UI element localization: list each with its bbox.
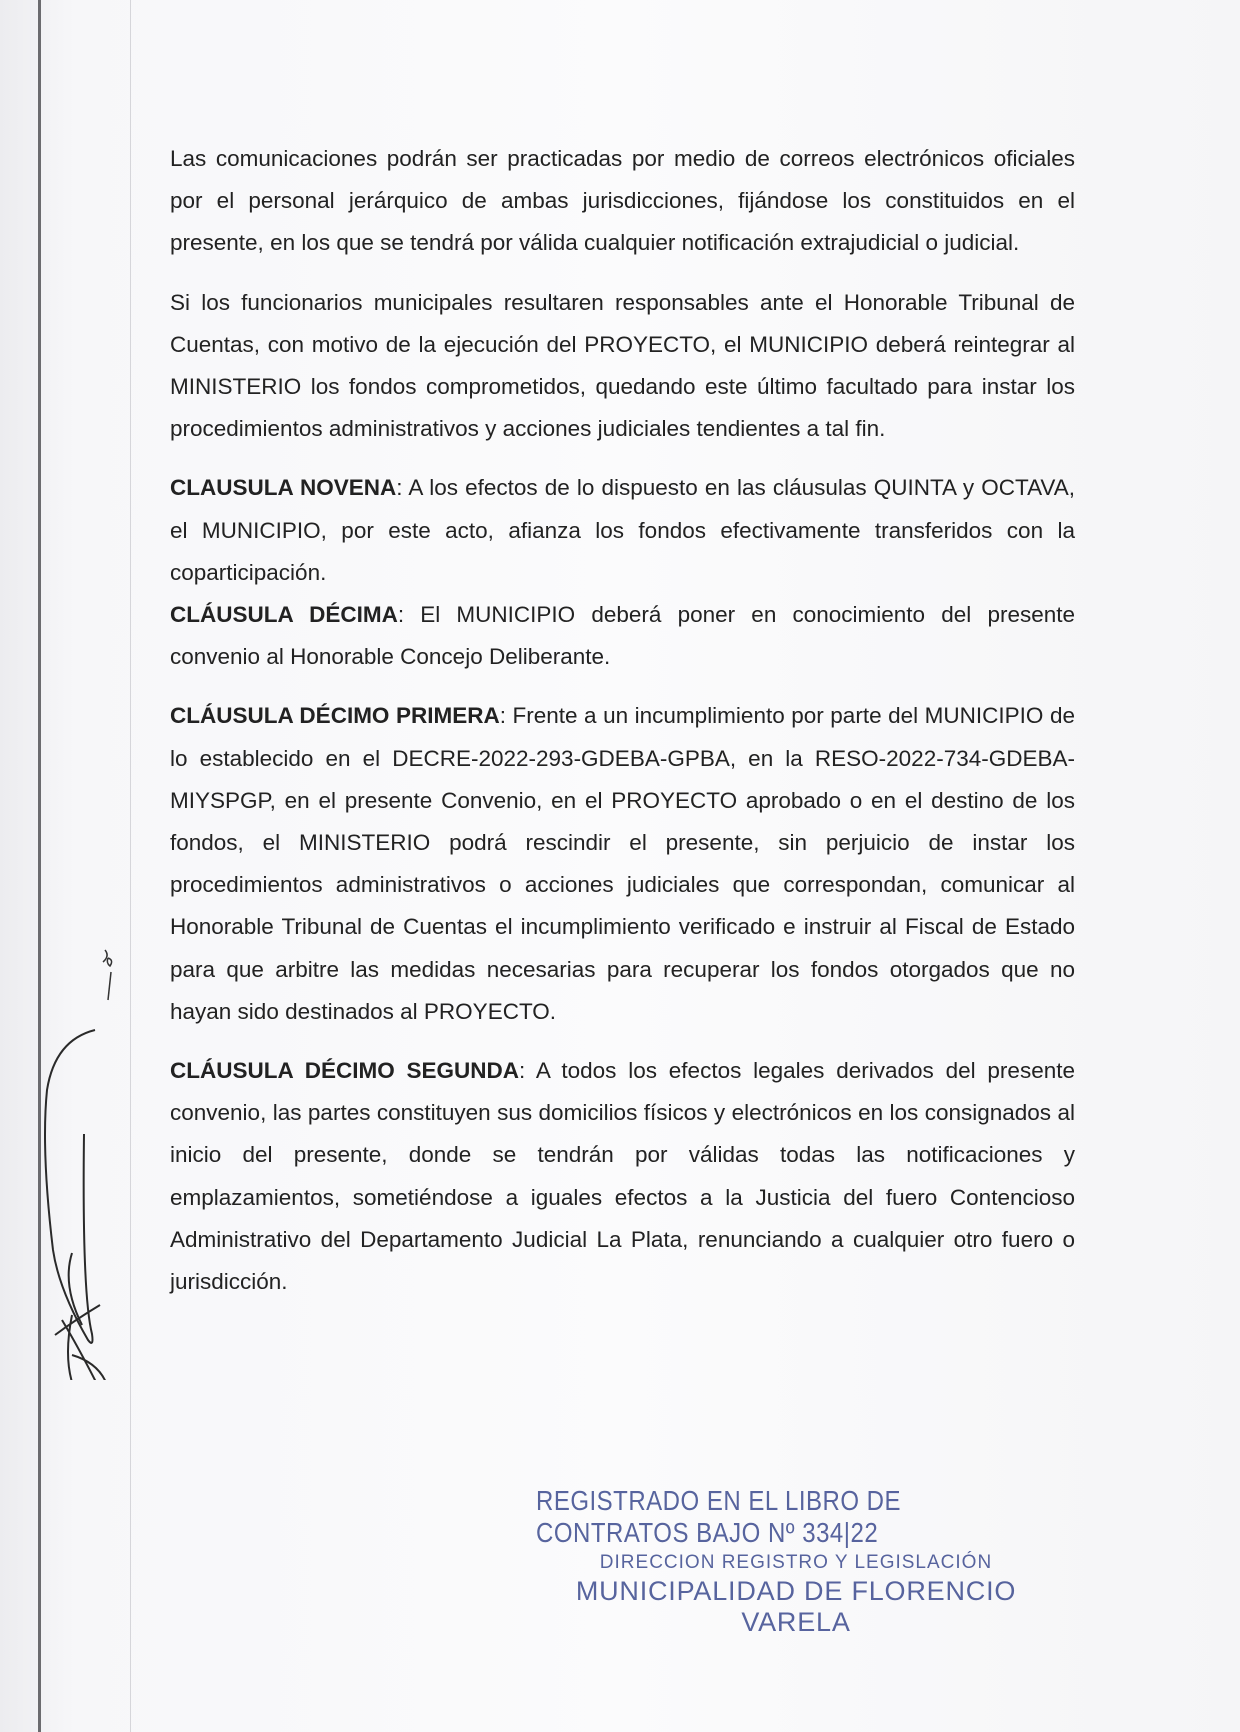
binding-edge-line	[38, 0, 41, 1732]
clause-decimo-primera	[170, 695, 1075, 1033]
stamp-line-direccion: DIRECCION REGISTRO Y LEGISLACIÓN	[599, 1552, 993, 1573]
margin-line	[130, 0, 131, 1732]
clause-novena	[170, 467, 1075, 594]
stamp-line-registro: REGISTRADO EN EL LIBRO DE CONTRATOS BAJO Nº 334|22	[536, 1485, 902, 1550]
paragraph-text: Las comunicaciones podrán ser practicadas por medio de correos electrónicos oficiales por el personal jerárquico de ambas jurisdicciones, fijándose los constituidos en el presente, en los que se tendrá por válida cualquier notificación extrajudicial o judicial.	[170, 146, 1075, 256]
stamp-line-municipalidad: MUNICIPALIDAD DE FLORENCIO VARELA	[575, 1576, 1017, 1637]
clause-heading: CLAUSULA NOVENA	[170, 475, 397, 501]
clause-text: : Frente a un incumplimiento por parte del MUNICIPIO de lo establecido en el DECRE-2022-293-GDEBA-GPBA, en la RESO-2022-734-GDEBA-MIYSPGP, en el presente Convenio, en el PROYECTO aprobado o en el destino de los fondos, el MINISTERIO podrá rescindir el presente, sin perjuicio de instar los procedimientos administrativos o acciones judiciales que correspondan, comunicar al Honorable Tribunal de Cuentas el incumplimiento verificado e instruir al Fiscal de Estado para que arbitre las medidas necesarias para recuperar los fondos otorgados que no hayan sido destinados al PROYECTO.	[170, 703, 1075, 1024]
handwritten-signature	[10, 940, 120, 1380]
clause-text: : A los efectos de lo dispuesto en las cláusulas QUINTA y OCTAVA, el MUNICIPIO, por este acto, afianza los fondos efectivamente transferidos con la coparticipación.	[170, 475, 1076, 585]
clause-heading: CLÁUSULA DÉCIMO PRIMERA	[170, 703, 500, 729]
clause-decimo-segunda	[170, 1050, 1075, 1303]
clause-heading: CLÁUSULA DÉCIMA	[170, 602, 398, 628]
paragraph-funcionarios	[170, 282, 1075, 451]
clause-text: : A todos los efectos legales derivados del presente convenio, las partes constituyen sus domicilios físicos y electrónicos en los consignados al inicio del presente, donde se tendrán por válidas todas las notificaciones y emplazamientos, sometiéndose a iguales efectos a la Justicia del fuero Contencioso Administrativo del Departamento Judicial La Plata, renunciando a cualquier otro fuero o jurisdicción.	[170, 1058, 1075, 1295]
paragraph-text: Si los funcionarios municipales resultaren responsables ante el Honorable Tribunal de Cuentas, con motivo de la ejecución del PROYECTO, el MUNICIPIO deberá reintegrar al MINISTERIO los fondos comprometidos, quedando este último facultado para instar los procedimientos administrativos y acciones judiciales tendientes a tal fin.	[170, 289, 1075, 442]
document-body	[170, 138, 1075, 1303]
clause-heading: CLÁUSULA DÉCIMO SEGUNDA	[170, 1058, 520, 1084]
paragraph-comunicaciones	[170, 138, 1075, 265]
clause-text: : El MUNICIPIO deberá poner en conocimiento del presente convenio al Honorable Concejo Deliberante.	[170, 602, 1075, 670]
clause-decima	[170, 594, 1075, 678]
registration-stamp	[536, 1485, 1056, 1638]
